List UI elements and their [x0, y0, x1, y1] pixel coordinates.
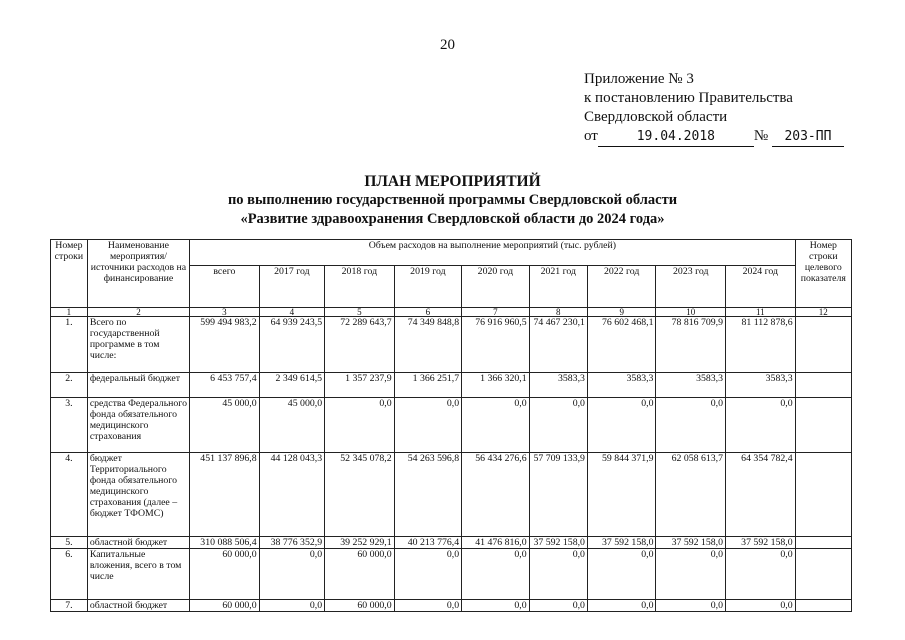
value-cell: 0,0: [656, 549, 726, 600]
row-number: 6.: [51, 549, 88, 600]
value-cell: 0,0: [462, 549, 530, 600]
row-name: Всего по государственной программе в том числе:: [87, 317, 189, 373]
indicator-cell: [795, 549, 851, 600]
header-year: 2019 год: [394, 266, 462, 308]
appendix-line-2: к постановлению Правительства: [584, 90, 793, 106]
appendix-date-line: [584, 127, 844, 147]
value-cell: 1 366 251,7: [394, 373, 462, 398]
value-cell: 0,0: [462, 600, 530, 612]
table-row: [51, 600, 852, 612]
row-number: 5.: [51, 537, 88, 549]
value-cell: 37 592 158,0: [726, 537, 796, 549]
table-row: [51, 453, 852, 537]
indicator-cell: [795, 373, 851, 398]
indicator-cell: [795, 453, 851, 537]
value-cell: 74 349 848,8: [394, 317, 462, 373]
value-cell: 3583,3: [529, 373, 587, 398]
value-cell: 64 354 782,4: [726, 453, 796, 537]
row-number: 4.: [51, 453, 88, 537]
row-name: областной бюджет: [87, 600, 189, 612]
appendix-block: [584, 70, 844, 147]
column-index: 1: [51, 308, 88, 317]
indicator-cell: [795, 537, 851, 549]
table-row: [51, 373, 852, 398]
value-cell: 60 000,0: [190, 549, 260, 600]
column-index: 9: [587, 308, 656, 317]
value-cell: 59 844 371,9: [587, 453, 656, 537]
value-cell: 3583,3: [656, 373, 726, 398]
header-year: 2022 год: [587, 266, 656, 308]
indicator-cell: [795, 317, 851, 373]
value-cell: 0,0: [259, 600, 324, 612]
value-cell: 54 263 596,8: [394, 453, 462, 537]
value-cell: 62 058 613,7: [656, 453, 726, 537]
header-row-number: Номер строки: [51, 240, 88, 308]
value-cell: 57 709 133,9: [529, 453, 587, 537]
value-cell: 41 476 816,0: [462, 537, 530, 549]
value-cell: 0,0: [462, 398, 530, 453]
value-cell: 40 213 776,4: [394, 537, 462, 549]
value-cell: 0,0: [656, 398, 726, 453]
value-cell: 6 453 757,4: [190, 373, 260, 398]
title-line-3: «Развитие здравоохранения Свердловской области до 2024 года»: [240, 211, 665, 227]
header-year: 2018 год: [325, 266, 395, 308]
row-name: средства Федерального фонда обязательного медицинского страхования: [87, 398, 189, 453]
value-cell: 37 592 158,0: [587, 537, 656, 549]
value-cell: 0,0: [394, 398, 462, 453]
document-title: [0, 172, 905, 229]
column-index: 8: [529, 308, 587, 317]
page-number: 20: [440, 37, 455, 53]
row-number: 7.: [51, 600, 88, 612]
row-name: федеральный бюджет: [87, 373, 189, 398]
column-index: 12: [795, 308, 851, 317]
header-year: всего: [190, 266, 260, 308]
row-number: 2.: [51, 373, 88, 398]
value-cell: 45 000,0: [259, 398, 324, 453]
value-cell: 72 289 643,7: [325, 317, 395, 373]
value-cell: 52 345 078,2: [325, 453, 395, 537]
value-cell: 76 916 960,5: [462, 317, 530, 373]
value-cell: 0,0: [656, 600, 726, 612]
table-row: [51, 537, 852, 549]
value-cell: 0,0: [726, 600, 796, 612]
value-cell: 0,0: [394, 549, 462, 600]
value-cell: 599 494 983,2: [190, 317, 260, 373]
value-cell: 44 128 043,3: [259, 453, 324, 537]
value-cell: 60 000,0: [325, 600, 395, 612]
column-index: 5: [325, 308, 395, 317]
indicator-cell: [795, 398, 851, 453]
row-number: 1.: [51, 317, 88, 373]
header-year: 2024 год: [726, 266, 796, 308]
appendix-line-3: Свердловской области: [584, 109, 728, 125]
header-year: 2017 год: [259, 266, 324, 308]
header-indicator: Номер строки целевого показателя: [795, 240, 851, 308]
value-cell: 0,0: [529, 398, 587, 453]
value-cell: 3583,3: [726, 373, 796, 398]
value-cell: 0,0: [529, 549, 587, 600]
column-index: 2: [87, 308, 189, 317]
plan-table: [50, 239, 852, 612]
value-cell: 39 252 929,1: [325, 537, 395, 549]
value-cell: 64 939 243,5: [259, 317, 324, 373]
value-cell: 74 467 230,1: [529, 317, 587, 373]
header-year: 2021 год: [529, 266, 587, 308]
value-cell: 2 349 614,5: [259, 373, 324, 398]
column-index: 6: [394, 308, 462, 317]
value-cell: 3583,3: [587, 373, 656, 398]
document-date: 19.04.2018: [598, 127, 754, 147]
value-cell: 60 000,0: [190, 600, 260, 612]
value-cell: 78 816 709,9: [656, 317, 726, 373]
column-index: 4: [259, 308, 324, 317]
appendix-line-1: Приложение № 3: [584, 71, 694, 87]
value-cell: 0,0: [587, 549, 656, 600]
value-cell: 0,0: [726, 549, 796, 600]
column-index: 7: [462, 308, 530, 317]
row-name: областной бюджет: [87, 537, 189, 549]
value-cell: 1 366 320,1: [462, 373, 530, 398]
value-cell: 0,0: [259, 549, 324, 600]
from-label: от: [584, 128, 598, 144]
value-cell: 60 000,0: [325, 549, 395, 600]
value-cell: 310 088 506,4: [190, 537, 260, 549]
value-cell: 451 137 896,8: [190, 453, 260, 537]
table-row: [51, 549, 852, 600]
document-number: 203-ПП: [772, 127, 844, 147]
value-cell: 0,0: [394, 600, 462, 612]
table-row: [51, 398, 852, 453]
value-cell: 76 602 468,1: [587, 317, 656, 373]
row-name: бюджет Территориального фонда обязательного медицинского страхования (далее – бюджет ТФОМС): [87, 453, 189, 537]
column-index: 3: [190, 308, 260, 317]
table-row: [51, 317, 852, 373]
header-name: Наименование мероприятия/ источники расходов на финансирование: [87, 240, 189, 308]
value-cell: 0,0: [587, 398, 656, 453]
value-cell: 0,0: [529, 600, 587, 612]
number-label: №: [753, 128, 769, 144]
value-cell: 0,0: [726, 398, 796, 453]
header-volume: Объем расходов на выполнение мероприятий (тыс. рублей): [190, 240, 796, 266]
header-year: 2023 год: [656, 266, 726, 308]
row-name: Капитальные вложения, всего в том числе: [87, 549, 189, 600]
title-line-1: ПЛАН МЕРОПРИЯТИЙ: [364, 173, 541, 190]
value-cell: 1 357 237,9: [325, 373, 395, 398]
indicator-cell: [795, 600, 851, 612]
row-number: 3.: [51, 398, 88, 453]
value-cell: 45 000,0: [190, 398, 260, 453]
column-index: 11: [726, 308, 796, 317]
value-cell: 38 776 352,9: [259, 537, 324, 549]
header-year: 2020 год: [462, 266, 530, 308]
value-cell: 0,0: [587, 600, 656, 612]
value-cell: 0,0: [325, 398, 395, 453]
value-cell: 56 434 276,6: [462, 453, 530, 537]
value-cell: 37 592 158,0: [529, 537, 587, 549]
value-cell: 81 112 878,6: [726, 317, 796, 373]
title-line-2: по выполнению государственной программы Свердловской области: [227, 192, 678, 208]
value-cell: 37 592 158,0: [656, 537, 726, 549]
column-index: 10: [656, 308, 726, 317]
